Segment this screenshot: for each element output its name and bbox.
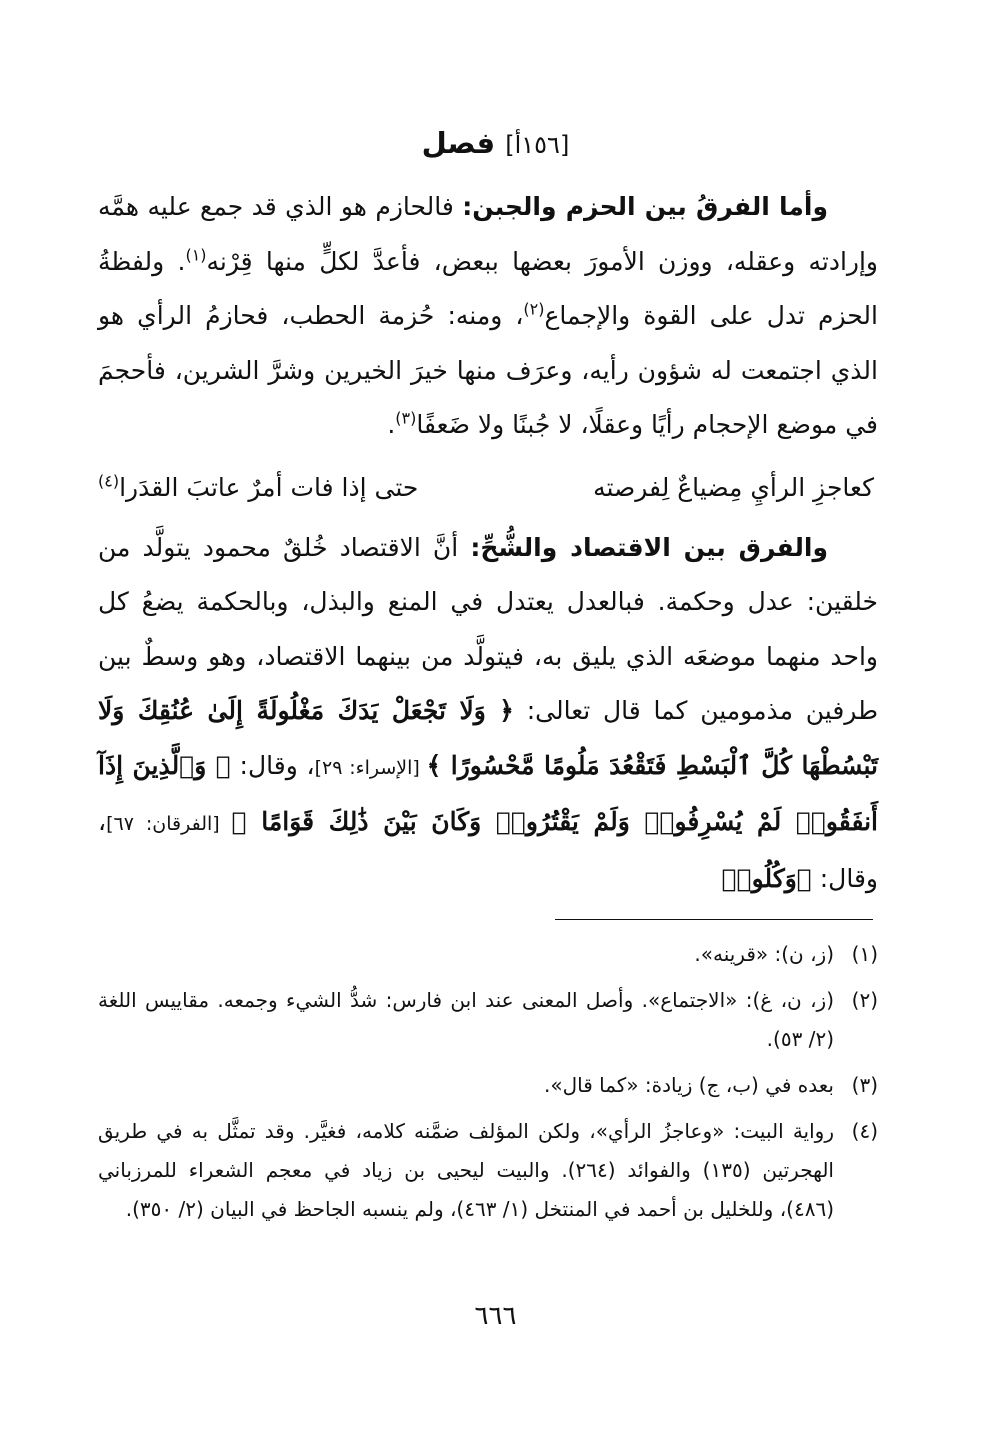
paragraph-lead: وأما الفرقُ بين الحزم والجبن:	[462, 192, 829, 221]
folio-reference: [١٥٦أ]	[505, 131, 570, 159]
footnote-number: (٣)	[851, 1073, 878, 1097]
verse-second-hemistich: حتى إذا فات أمرٌ عاتبَ القدَرا	[119, 472, 419, 502]
footnote-text: (ز، ن): «قرينه».	[694, 942, 834, 966]
footnote-3	[98, 1066, 878, 1105]
paragraph-lead: والفرق بين الاقتصاد والشُّحِّ:	[470, 532, 828, 562]
footnote-number: (٢)	[851, 988, 878, 1012]
quran-quote-isra: ﴿ وَلَا تَجْعَلْ يَدَكَ مَغْلُولَةً إِلَىٰ عُنُقِكَ وَلَا تَبْسُطْهَا كُلَّ ٱلْبَسْطِ فَتَقْعُدَ مَلُومًا مَّحْسُورًا ﴾	[98, 696, 878, 780]
footnote-separator	[555, 919, 873, 920]
main-text	[98, 180, 878, 906]
footnote-4	[98, 1112, 878, 1229]
verse-first-hemistich: كعاجزِ الرأيِ مِضياعٌ لِفرصته	[593, 472, 874, 502]
footnote-number: (٤)	[851, 1119, 878, 1143]
footnote-2	[98, 981, 878, 1059]
footnotes	[98, 935, 878, 1236]
quran-quote-furqan: ﴿ وَٱلَّذِينَ إِذَآ أَنفَقُوا۟ لَمْ يُسْرِفُوا۟ وَلَمْ يَقْتُرُوا۟ وَكَانَ بَيْنَ ذَٰلِكَ قَوَامًا ﴾	[98, 750, 878, 836]
paragraph-text: أنَّ الاقتصاد خُلقٌ محمود يتولَّد من خلقين: عدل وحكمة. فبالعدل يعتدل في المنع والبذل، وبالحكمة يضعُ كل واحد منهما موضعَه الذي يليق به، فيتولَّد من بينهما الاقتصاد، وهو وسطٌ بين طرفين مذمومين كما قال تعالى:	[98, 532, 878, 725]
paragraph-text: ، ومنه: حُزمة الحطب، فحازمُ الرأي هو الذي اجتمعت له شؤون رأيه، وعرَف منها خيرَ الخيرين وشرَّ الشرين، فأحجمَ في موضع الإحجام رأيًا وعقلًا، لا جُبنًا ولا ضَعفًا	[98, 301, 878, 439]
section-heading	[0, 118, 991, 170]
paragraph-moderation-vs-miserliness	[98, 521, 878, 907]
footnote-marker-3: (٣)	[395, 408, 417, 428]
poetry-verse	[98, 461, 878, 515]
footnote-number: (١)	[851, 942, 878, 966]
verse-second-hemistich-wrap	[98, 461, 418, 515]
paragraph-text: فالحازم هو الذي قد جمع عليه همَّه وإرادته وعقله، ووزن الأمورَ بعضها ببعض، فأعدَّ لكلٍّ منها قِرْنه	[98, 192, 878, 276]
paragraph-text: ، وقال:	[230, 750, 315, 780]
footnote-marker-4: (٤)	[98, 471, 120, 491]
footnote-text: بعده في (ب، ج) زيادة: «كما قال».	[544, 1073, 834, 1097]
footnote-marker-2: (٢)	[523, 299, 545, 319]
quran-source-furqan: [الفرقان: ٦٧]	[106, 813, 232, 835]
paragraph-resolve-vs-cowardice	[98, 180, 878, 453]
footnote-marker-1: (١)	[185, 245, 207, 265]
footnote-text: رواية البيت: «وعاجزُ الرأي»، ولكن المؤلف ضمَّنه كلامه، فغيَّر. وقد تمثَّل به في طريق الهجرتين (١٣٥) والفوائد (٢٦٤). والبيت ليحيى بن زياد في معجم الشعراء للمرزباني (٤٨٦)، وللخليل بن أحمد في المنتخل (١/ ٤٦٣)، ولم ينسبه الجاحظ في البيان (٢/ ٣٥٠).	[98, 1119, 834, 1221]
footnote-text: (ز، ن، غ): «الاجتماع». وأصل المعنى عند ابن فارس: شدُّ الشيء وجمعه. مقاييس اللغة (٢/ ٥٣).	[98, 988, 834, 1051]
page-number: ٦٦٦	[474, 1301, 517, 1331]
footnote-1	[98, 935, 878, 974]
section-title: فصل	[421, 126, 496, 160]
quran-quote-continued: ﴿وَكُلُوا۟	[721, 863, 812, 893]
paragraph-text: ، وقال:	[98, 807, 878, 893]
paragraph-text: .	[387, 410, 396, 439]
paragraph-text: . ولفظةُ الحزم تدل على القوة والإجماع	[98, 246, 878, 330]
quran-source-isra: [الإسراء: ٢٩]	[314, 756, 427, 779]
